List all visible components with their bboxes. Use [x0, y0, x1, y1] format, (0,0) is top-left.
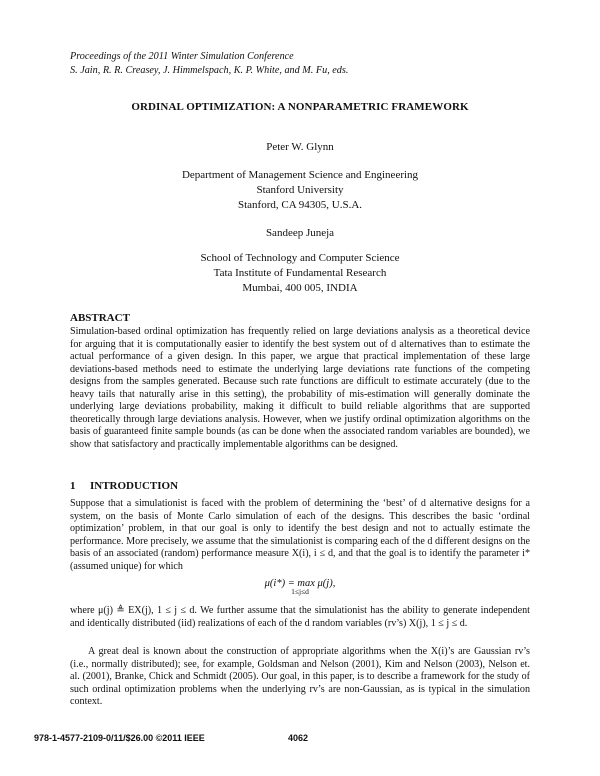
intro-paragraph-1: Suppose that a simulationist is faced with the problem of determining the ‘best’ of d alternative designs for a system, on the basis of Monte Carlo simulation of each of the designs. This describes the basic ‘ordinal optimization’ problem, in that our goal is only to identify the best design and not to actually estimate the performance. More precisely, we assume that the simulationist is comparing each of the d different designs on the basis of an associated (random) performance measure X(i), i ≤ d, and that the goal is to identify the parameter i* (assumed unique) for which	[70, 498, 530, 572]
editors-line: S. Jain, R. R. Creasey, J. Himmelspach, K. P. White, and M. Fu, eds.	[70, 65, 349, 76]
equation-main: μ(i*) = max μ(j),	[264, 578, 336, 589]
affiliation-line: Stanford, CA 94305, U.S.A.	[237, 199, 363, 211]
affiliation-line: Tata Institute of Fundamental Research	[213, 267, 387, 279]
author-name-2-block	[0, 226, 600, 241]
equation-subscript: 1≤j≤d	[291, 587, 309, 596]
author-name: Peter W. Glynn	[266, 141, 334, 153]
section-heading	[70, 480, 178, 492]
affiliation-line: Department of Management Science and Engineering	[181, 169, 419, 181]
affiliation-line: Mumbai, 400 005, INDIA	[242, 282, 358, 294]
footer-page-number: 4062	[288, 733, 309, 743]
author-name-1-block	[0, 140, 600, 155]
affiliation-line: School of Technology and Computer Science	[200, 252, 400, 264]
section-title: INTRODUCTION	[90, 480, 179, 492]
conference-header	[70, 50, 348, 78]
equation-argmax	[0, 578, 600, 597]
author-affiliation-2	[0, 251, 600, 296]
abstract-text: Simulation-based ordinal optimization has frequently relied on large deviations analysis as a theoretical device for arguing that it is computationally easier to identify the best system out of d alternatives than to estimate the actual performance of a given design. In this paper, we argue that practical implementation of these large deviations-based methods need to estimate the underlying large deviations rate functions of the competing designs from the samples generated. Because such rate functions are difficult to estimate accurately (due to the heavy tails that naturally arise in this setting), the probability of mis-estimation will generally dominate the underlying large deviations probability, making it difficult to build reliable algorithms that are supported theoretically through large deviations analysis. However, when we justify ordinal optimization algorithms on the basis of guaranteed finite sample bounds (as can be done when the associated random variables are bounded), we show that satisfactory and practically implementable algorithms can be designed.	[70, 326, 530, 450]
intro-paragraph-2: where μ(j) ≜ EX(j), 1 ≤ j ≤ d. We further assume that the simulationist has the ability to generate independent and identically distributed (iid) realizations of each of the d random variables (rv’s) X(j), 1 ≤ j ≤ d.	[70, 605, 530, 629]
abstract-heading: ABSTRACT	[70, 312, 130, 324]
proceedings-line: Proceedings of the 2011 Winter Simulation Conference	[70, 51, 294, 62]
intro-paragraph-3: A great deal is known about the construction of appropriate algorithms when the X(i)’s are Gaussian rv’s (i.e., normally distributed); see, for example, Goldsman and Nelson (2001), Kim and Nelson (2003), Nelson et. al. (2001), Branke, Chick and Schmidt (2005). Our goal, in this paper, is to describe a framework for the study of such ordinal optimization problems when the underlying rv’s are non-Gaussian, as is typical in the simulation context.	[70, 646, 530, 708]
author-affiliation-1	[0, 168, 600, 213]
affiliation-line: Stanford University	[256, 184, 344, 196]
author-name: Sandeep Juneja	[265, 227, 335, 239]
paper-title: ORDINAL OPTIMIZATION: A NONPARAMETRIC FRAMEWORK	[131, 101, 469, 113]
footer-isbn: 978-1-4577-2109-0/11/$26.00 ©2011 IEEE	[34, 733, 205, 743]
section-number: 1	[70, 480, 76, 492]
